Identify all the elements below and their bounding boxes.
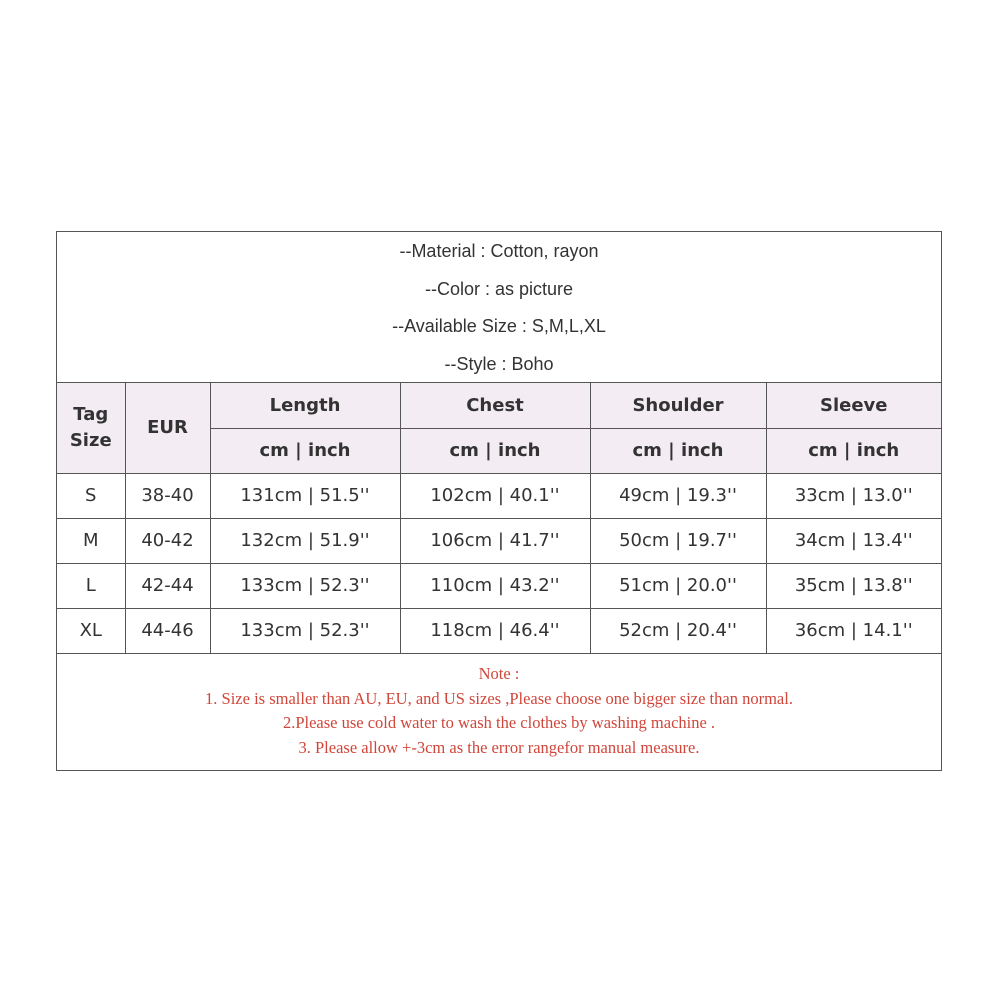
color-line: --Color : as picture xyxy=(424,278,574,299)
table-row xyxy=(57,608,941,653)
sleeve-cell: 35cm | 13.8'' xyxy=(766,563,941,608)
length-header: Length xyxy=(210,383,400,428)
length-cell: 133cm | 52.3'' xyxy=(210,608,400,653)
shoulder-cell: 52cm | 20.4'' xyxy=(590,608,766,653)
tag-size-header-label: Tag Size xyxy=(69,403,112,451)
chest-cell: 102cm | 40.1'' xyxy=(400,473,590,518)
note-item: 2.Please use cold water to wash the clothes by washing machine . xyxy=(282,713,716,732)
shoulder-cell: 50cm | 19.7'' xyxy=(590,518,766,563)
chest-cell: 118cm | 46.4'' xyxy=(400,608,590,653)
style-line: --Style : Boho xyxy=(444,353,554,374)
eur-cell: 44-46 xyxy=(125,608,210,653)
header-row xyxy=(57,383,941,428)
length-cell: 132cm | 51.9'' xyxy=(210,518,400,563)
product-info xyxy=(57,232,941,383)
size-table xyxy=(57,383,941,653)
tag-size-header xyxy=(57,383,125,473)
chest-header: Chest xyxy=(400,383,590,428)
table-row xyxy=(57,563,941,608)
shoulder-cell: 49cm | 19.3'' xyxy=(590,473,766,518)
tag-cell: L xyxy=(57,563,125,608)
length-unit: cm | inch xyxy=(210,428,400,473)
sleeve-unit: cm | inch xyxy=(766,428,941,473)
sleeve-cell: 34cm | 13.4'' xyxy=(766,518,941,563)
table-row xyxy=(57,518,941,563)
shoulder-unit: cm | inch xyxy=(590,428,766,473)
size-chart xyxy=(56,231,942,771)
material-line: --Material : Cotton, rayon xyxy=(399,241,599,261)
tag-cell: S xyxy=(57,473,125,518)
length-cell: 131cm | 51.5'' xyxy=(210,473,400,518)
chest-cell: 106cm | 41.7'' xyxy=(400,518,590,563)
eur-header: EUR xyxy=(125,383,210,473)
shoulder-cell: 51cm | 20.0'' xyxy=(590,563,766,608)
eur-cell: 38-40 xyxy=(125,473,210,518)
eur-cell: 40-42 xyxy=(125,518,210,563)
sleeve-cell: 36cm | 14.1'' xyxy=(766,608,941,653)
chest-unit: cm | inch xyxy=(400,428,590,473)
length-cell: 133cm | 52.3'' xyxy=(210,563,400,608)
note-item: 1. Size is smaller than AU, EU, and US sizes ,Please choose one bigger size than normal. xyxy=(205,688,793,708)
sleeve-header: Sleeve xyxy=(766,383,941,428)
table-row xyxy=(57,473,941,518)
sleeve-cell: 33cm | 13.0'' xyxy=(766,473,941,518)
chest-cell: 110cm | 43.2'' xyxy=(400,563,590,608)
tag-cell: M xyxy=(57,518,125,563)
eur-cell: 42-44 xyxy=(125,563,210,608)
tag-cell: XL xyxy=(57,608,125,653)
shoulder-header: Shoulder xyxy=(590,383,766,428)
note-item: 3. Please allow +-3cm as the error rangefor manual measure. xyxy=(298,737,700,757)
available-size-line: --Available Size : S,M,L,XL xyxy=(392,316,606,336)
note-title: Note : xyxy=(478,664,520,683)
notes-section xyxy=(57,653,941,770)
